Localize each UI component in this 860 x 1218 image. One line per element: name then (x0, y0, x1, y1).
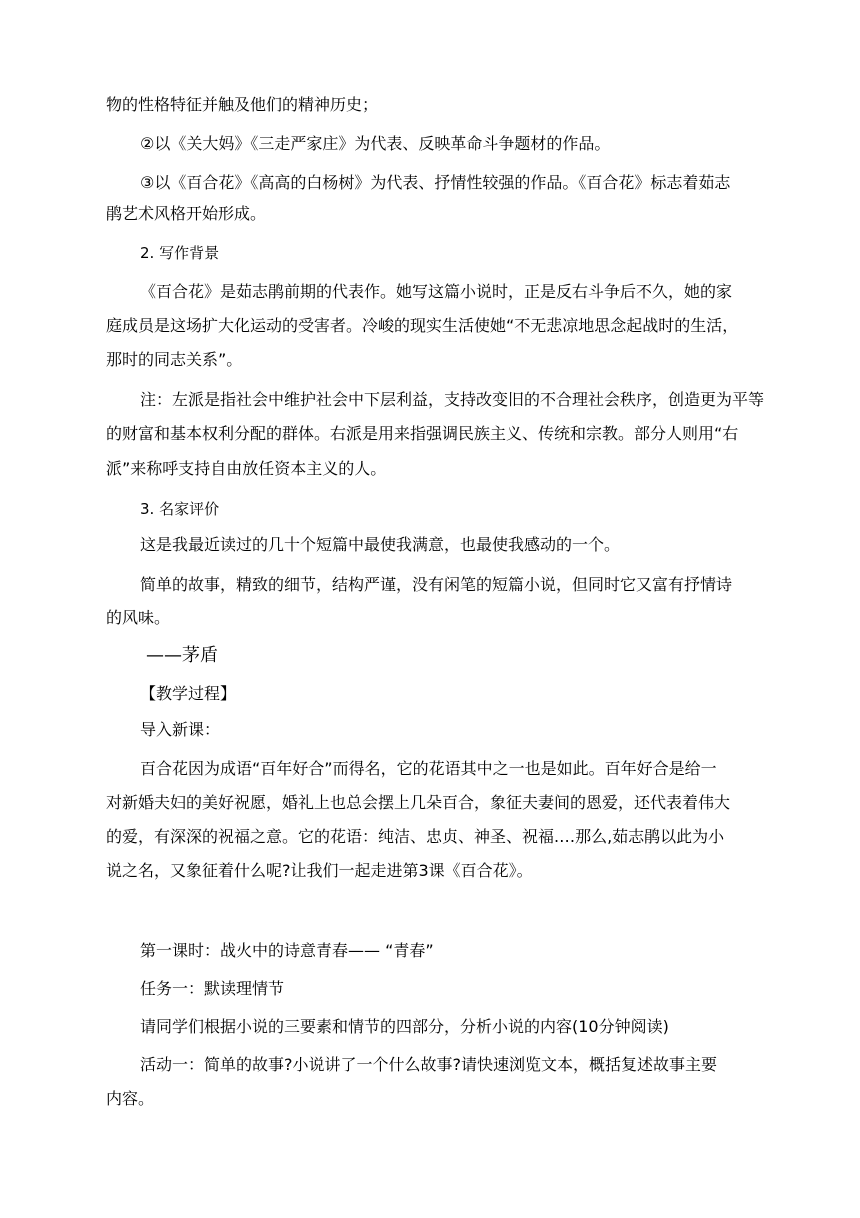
paragraph-line: 这是我最近读过的几十个短篇中最使我满意，也最使我感动的一个。 (140, 535, 621, 554)
paragraph-line: ③以《百合花》《高高的白杨树》为代表、抒情性较强的作品。《百合花》标志着茹志 (140, 173, 731, 192)
attribution: ——茅盾 (146, 645, 218, 666)
note-line: 的财富和基本权利分配的群体。右派是用来指强调民族主义、传统和宗教。部分人则用“右 (106, 424, 739, 443)
paragraph-line: 鹃艺术风格开始形成。 (106, 204, 267, 223)
paragraph-line: 那时的同志关系”。 (106, 350, 243, 369)
paragraph-line: 对新婚夫妇的美好祝愿，婚礼上也总会摆上几朵百合，象征夫妻间的恩爱，还代表着伟大 (106, 793, 731, 812)
task-description: 请同学们根据小说的三要素和情节的四部分，分析小说的内容(10分钟阅读) (140, 1017, 669, 1036)
activity-line: 内容。 (106, 1089, 155, 1108)
paragraph-line: ②以《关大妈》《三走严家庄》为代表、反映革命斗争题材的作品。 (140, 134, 611, 153)
section-heading-review: 3. 名家评价 (140, 500, 220, 518)
paragraph-line: 《百合花》是茹志鹃前期的代表作。她写这篇小说时，正是反右斗争后不久，她的家 (140, 282, 733, 301)
task-title: 任务一：默读理情节 (140, 979, 285, 998)
paragraph-line: 庭成员是这场扩大化运动的受害者。冷峻的现实生活使她“不无悲凉地思念起战时的生活， (106, 316, 739, 335)
paragraph-line: 的风味。 (106, 608, 171, 627)
activity-line: 活动一：简单的故事?小说讲了一个什么故事?请快速浏览文本，概括复述故事主要 (140, 1055, 717, 1074)
paragraph-line: 简单的故事，精致的细节，结构严谨，没有闲笔的短篇小说，但同时它又富有抒情诗 (140, 575, 733, 594)
paragraph-line: 百合花因为成语“百年好合”而得名，它的花语其中之一也是如此。百年好合是给一 (140, 759, 717, 778)
note-line: 派”来称呼支持自由放任资本主义的人。 (106, 459, 387, 478)
section-heading-process: 【教学过程】 (140, 684, 237, 703)
section-heading-background: 2. 写作背景 (140, 244, 220, 262)
paragraph-line: 物的性格特征并触及他们的精神历史； (106, 95, 379, 114)
paragraph-line: 的爱，有深深的祝福之意。它的花语：纯洁、忠贞、神圣、祝福.…那么,茹志鹃以此为小 (106, 827, 725, 846)
lesson-title: 第一课时：战火中的诗意青春—— “青春” (140, 941, 434, 960)
note-line: 注：左派是指社会中维护社会中下层利益，支持改变旧的不合理社会秩序，创造更为平等 (140, 390, 765, 409)
paragraph-line: 说之名，又象征着什么呢?让我们一起走进第3课《百合花》。 (106, 861, 533, 880)
intro-label: 导入新课： (140, 720, 221, 739)
